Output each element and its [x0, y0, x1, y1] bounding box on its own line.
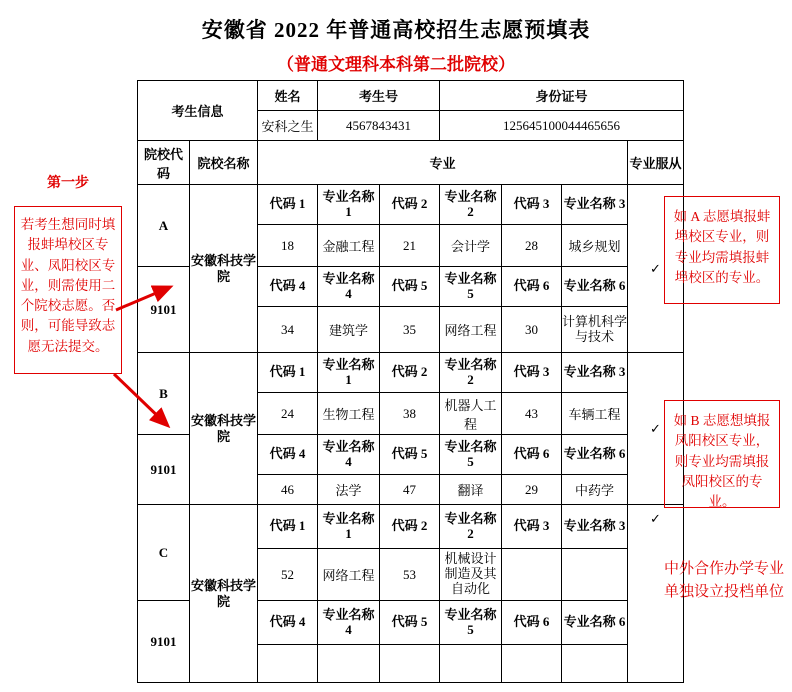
label-major-5-a: 专业名称 5	[440, 267, 502, 307]
label-major-1-a: 专业名称 1	[318, 185, 380, 225]
code-5-a[interactable]: 35	[380, 307, 440, 353]
label-code-5-a: 代码 5	[380, 267, 440, 307]
major-2-a[interactable]: 会计学	[440, 225, 502, 267]
code-1-b[interactable]: 24	[258, 393, 318, 435]
row-letter-b: B	[138, 353, 190, 435]
code-6-c[interactable]	[502, 645, 562, 683]
label-major-3-b: 专业名称 3	[562, 353, 628, 393]
school-code-a[interactable]: 9101	[138, 267, 190, 353]
student-examno-header: 考生号	[318, 81, 440, 111]
student-name-header: 姓名	[258, 81, 318, 111]
major-2-b[interactable]: 机器人工程	[440, 393, 502, 435]
code-5-c[interactable]	[380, 645, 440, 683]
label-code-3-c: 代码 3	[502, 505, 562, 549]
volunteer-form-table	[137, 80, 684, 683]
school-name-header: 院校名称	[190, 141, 258, 185]
major-3-b[interactable]: 车辆工程	[562, 393, 628, 435]
annotation-note-a: 如 A 志愿填报蚌埠校区专业，则专业均需填报蚌埠校区的专业。	[664, 196, 780, 304]
label-code-1-a: 代码 1	[258, 185, 318, 225]
label-code-5-b: 代码 5	[380, 435, 440, 475]
major-5-a[interactable]: 网络工程	[440, 307, 502, 353]
row-letter-c: C	[138, 505, 190, 601]
major-4-b[interactable]: 法学	[318, 475, 380, 505]
code-6-b[interactable]: 29	[502, 475, 562, 505]
label-code-2-b: 代码 2	[380, 353, 440, 393]
label-code-3-b: 代码 3	[502, 353, 562, 393]
label-code-4-a: 代码 4	[258, 267, 318, 307]
school-code-b[interactable]: 9101	[138, 435, 190, 505]
major-4-c[interactable]	[318, 645, 380, 683]
label-major-4-a: 专业名称 4	[318, 267, 380, 307]
code-3-b[interactable]: 43	[502, 393, 562, 435]
label-code-4-c: 代码 4	[258, 601, 318, 645]
label-major-5-c: 专业名称 5	[440, 601, 502, 645]
label-major-2-a: 专业名称 2	[440, 185, 502, 225]
page-title: 安徽省 2022 年普通高校招生志愿预填表	[201, 18, 591, 42]
code-6-a[interactable]: 30	[502, 307, 562, 353]
school-name-b[interactable]: 安徽科技学院	[190, 353, 258, 505]
student-info-header-row	[138, 81, 684, 111]
school-code-c[interactable]: 9101	[138, 601, 190, 683]
major-6-b[interactable]: 中药学	[562, 475, 628, 505]
label-major-4-b: 专业名称 4	[318, 435, 380, 475]
code-3-c[interactable]	[502, 549, 562, 601]
label-major-2-c: 专业名称 2	[440, 505, 502, 549]
arrow-to-row-b-icon	[108, 368, 188, 438]
column-header-row	[138, 141, 684, 185]
school-name-a[interactable]: 安徽科技学院	[190, 185, 258, 353]
code-1-a[interactable]: 18	[258, 225, 318, 267]
code-4-a[interactable]: 34	[258, 307, 318, 353]
label-major-6-b: 专业名称 6	[562, 435, 628, 475]
obey-value-c[interactable]: ✓	[628, 505, 684, 683]
table-row	[138, 353, 684, 393]
arrow-to-row-a-icon	[112, 282, 182, 322]
obey-header: 专业服从	[628, 141, 684, 185]
label-major-1-b: 专业名称 1	[318, 353, 380, 393]
label-major-6-a: 专业名称 6	[562, 267, 628, 307]
major-1-b[interactable]: 生物工程	[318, 393, 380, 435]
code-5-b[interactable]: 47	[380, 475, 440, 505]
code-2-c[interactable]: 53	[380, 549, 440, 601]
annotation-note-b: 如 B 志愿想填报凤阳校区专业，则专业均需填报凤阳校区的专业。	[664, 400, 780, 508]
page-subtitle: （普通文理科本科第二批院校）	[277, 55, 515, 74]
label-code-4-b: 代码 4	[258, 435, 318, 475]
student-idno-value[interactable]: 125645100044465656	[440, 111, 684, 141]
major-5-b[interactable]: 翻译	[440, 475, 502, 505]
label-major-6-c: 专业名称 6	[562, 601, 628, 645]
major-2-c[interactable]: 机械设计制造及其自动化	[440, 549, 502, 601]
label-code-3-a: 代码 3	[502, 185, 562, 225]
major-6-c[interactable]	[562, 645, 628, 683]
code-4-b[interactable]: 46	[258, 475, 318, 505]
student-info-label: 考生信息	[138, 81, 258, 141]
label-major-1-c: 专业名称 1	[318, 505, 380, 549]
label-code-6-b: 代码 6	[502, 435, 562, 475]
code-3-a[interactable]: 28	[502, 225, 562, 267]
major-6-a[interactable]: 计算机科学与技术	[562, 307, 628, 353]
table-row	[138, 185, 684, 225]
label-code-1-c: 代码 1	[258, 505, 318, 549]
majors-header: 专业	[258, 141, 628, 185]
label-major-5-b: 专业名称 5	[440, 435, 502, 475]
annotation-note-c: 中外合作办学专业单独设立投档单位	[664, 561, 785, 601]
annotation-left-note: 若考生想同时填报蚌埠校区专业、凤阳校区专业，则需使用二个院校志愿。否则，可能导致志愿无法提交。	[14, 206, 122, 374]
student-examno-value[interactable]: 4567843431	[318, 111, 440, 141]
label-code-5-c: 代码 5	[380, 601, 440, 645]
row-letter-a: A	[138, 185, 190, 267]
label-major-4-c: 专业名称 4	[318, 601, 380, 645]
student-idno-header: 身份证号	[440, 81, 684, 111]
label-code-6-a: 代码 6	[502, 267, 562, 307]
code-4-c[interactable]	[258, 645, 318, 683]
label-major-3-c: 专业名称 3	[562, 505, 628, 549]
major-3-c[interactable]	[562, 549, 628, 601]
code-2-b[interactable]: 38	[380, 393, 440, 435]
major-1-c[interactable]: 网络工程	[318, 549, 380, 601]
table-row	[138, 505, 684, 549]
major-3-a[interactable]: 城乡规划	[562, 225, 628, 267]
annotation-step-1: 第一步	[47, 176, 89, 191]
major-4-a[interactable]: 建筑学	[318, 307, 380, 353]
major-1-a[interactable]: 金融工程	[318, 225, 380, 267]
obey-value-a[interactable]: ✓	[628, 185, 684, 353]
code-2-a[interactable]: 21	[380, 225, 440, 267]
label-major-3-a: 专业名称 3	[562, 185, 628, 225]
label-major-2-b: 专业名称 2	[440, 353, 502, 393]
label-code-2-a: 代码 2	[380, 185, 440, 225]
major-5-c[interactable]	[440, 645, 502, 683]
school-code-header: 院校代码	[138, 141, 190, 185]
label-code-6-c: 代码 6	[502, 601, 562, 645]
label-code-1-b: 代码 1	[258, 353, 318, 393]
student-name-value[interactable]: 安科之生	[258, 111, 318, 141]
label-code-2-c: 代码 2	[380, 505, 440, 549]
obey-value-b[interactable]: ✓	[628, 353, 684, 505]
school-name-c[interactable]: 安徽科技学院	[190, 505, 258, 683]
code-1-c[interactable]: 52	[258, 549, 318, 601]
